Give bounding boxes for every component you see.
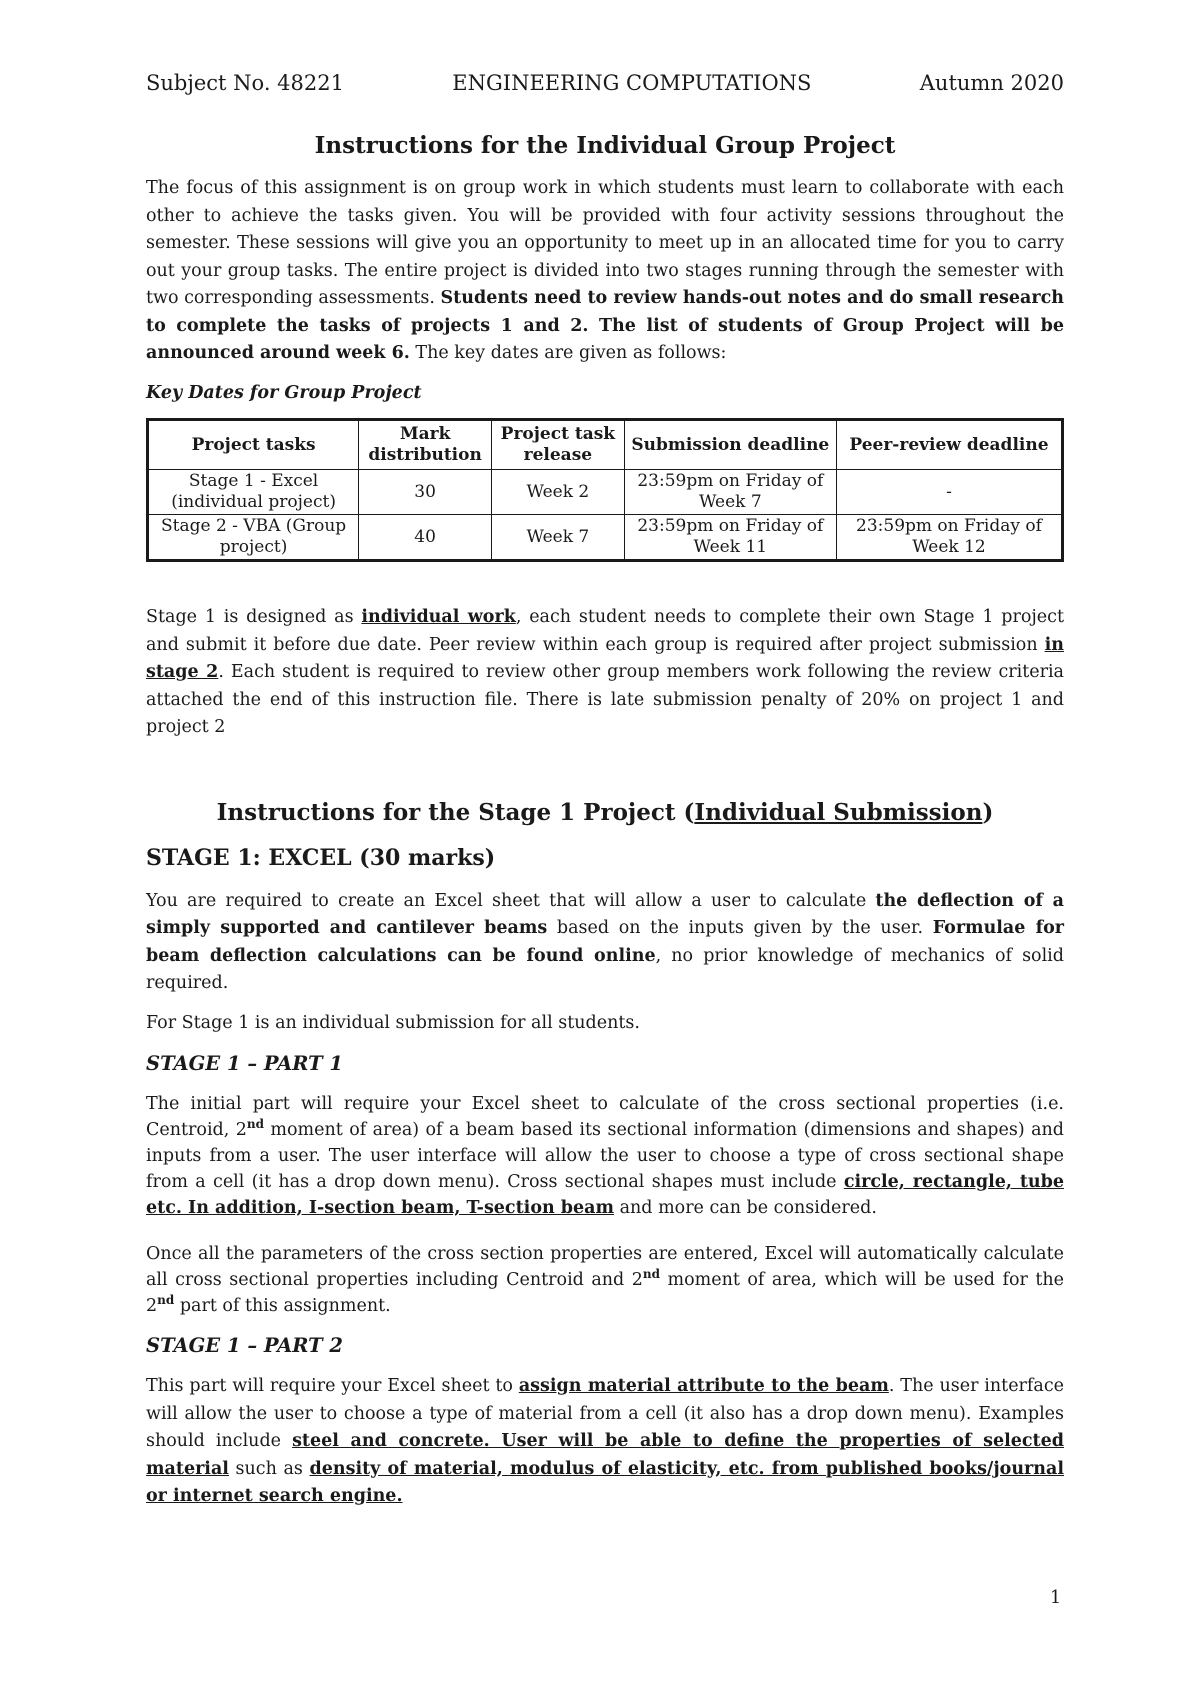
main-title: Instructions for the Individual Group Project [314, 132, 896, 159]
table-cell: Stage 2 - VBA (Group project) [148, 515, 359, 561]
table-cell: 23:59pm on Friday of Week 7 [624, 470, 836, 515]
table-row [148, 470, 1063, 515]
table-cell: 23:59pm on Friday of Week 11 [624, 515, 836, 561]
intro-paragraph: The focus of this assignment is on group work in which students must learn to collaborate with each other to achieve the tasks given. You will be provided with four activity sessions throughout the semester. These sessions will give you an opportunity to meet up in an allocated time for you to carry out your group tasks. The entire project is divided into two stages running through the semester with two corresponding assessments. Students need to review hands-out notes and do small research to complete the tasks of projects 1 and 2. The list of students of Group Project will be announced around week 6. The key dates are given as follows: [146, 178, 1064, 363]
stage-paragraph: Stage 1 is designed as individual work, each student needs to complete their own Stage 1 project and submit it before due date. Peer review within each group is required after project submission in stage 2. Each student is required to review other group members work following the review criteria attached the end of this instruction file. There is late submission penalty of 20% on project 1 and project 2 [146, 607, 1065, 737]
stage1-title: Instructions for the Stage 1 Project (Individual Submission) [216, 798, 994, 826]
part1-heading: STAGE 1 – PART 1 [146, 1052, 343, 1075]
part1-paragraph-2: Once all the parameters of the cross section properties are entered, Excel will automatically calculate all cross sectional properties including Centroid and 2nd moment of area, which will be used for the 2nd part of this assignment. [146, 1244, 1064, 1316]
page-header [146, 70, 1064, 96]
table-header-cell: Peer-review deadline [836, 420, 1062, 470]
key-dates-table [146, 418, 1064, 562]
subject-number: Subject No. 48221 [146, 71, 344, 95]
table-header-cell: Mark distribution [359, 420, 492, 470]
page-number: 1 [1050, 1588, 1062, 1608]
part2-heading: STAGE 1 – PART 2 [146, 1334, 343, 1357]
excel-paragraph: You are required to create an Excel sheet that will allow a user to calculate the deflection of a simply supported and cantilever beams based on the inputs given by the user. Formulae for beam deflection calculations can be found online, no prior knowledge of mechanics of solid required. [146, 890, 1064, 993]
term: Autumn 2020 [919, 71, 1064, 95]
course-title: ENGINEERING COMPUTATIONS [452, 71, 812, 95]
table-row [148, 515, 1063, 561]
document-page [146, 70, 1064, 1511]
key-dates-label: Key Dates for Group Project [146, 382, 422, 403]
table-cell: 30 [359, 470, 492, 515]
table-header-cell: Submission deadline [624, 420, 836, 470]
table-header-cell: Project task release [492, 420, 625, 470]
table-cell: Stage 1 - Excel (individual project) [148, 470, 359, 515]
table-header-row [148, 420, 1063, 470]
table-cell: Week 2 [492, 470, 625, 515]
table-cell: 23:59pm on Friday of Week 12 [836, 515, 1062, 561]
part1-paragraph: The initial part will require your Excel sheet to calculate of the cross sectional properties (i.e. Centroid, 2nd moment of area) of a beam based its sectional information (dimensions and shapes) and inputs from a user. The user interface will allow the user to choose a type of cross sectional shape from a cell (it has a drop down menu). Cross sectional shapes must include circle, rectangle, tube etc. In addition, I-section beam, T-section beam and more can be considered. [146, 1094, 1064, 1218]
part2-paragraph: This part will require your Excel sheet to assign material attribute to the beam. The user interface will allow the user to choose a type of material from a cell (it also has a drop down menu). Examples should include steel and concrete. User will be able to define the properties of selected material such as density of material, modulus of elasticity, etc. from published books/journal or internet search engine. [146, 1376, 1065, 1506]
table-cell: 40 [359, 515, 492, 561]
table-cell: - [836, 470, 1062, 515]
stage1-heading: STAGE 1: EXCEL (30 marks) [146, 844, 496, 871]
table-cell: Week 7 [492, 515, 625, 561]
table-header-cell: Project tasks [148, 420, 359, 470]
individual-note: For Stage 1 is an individual submission for all students. [146, 1012, 640, 1033]
